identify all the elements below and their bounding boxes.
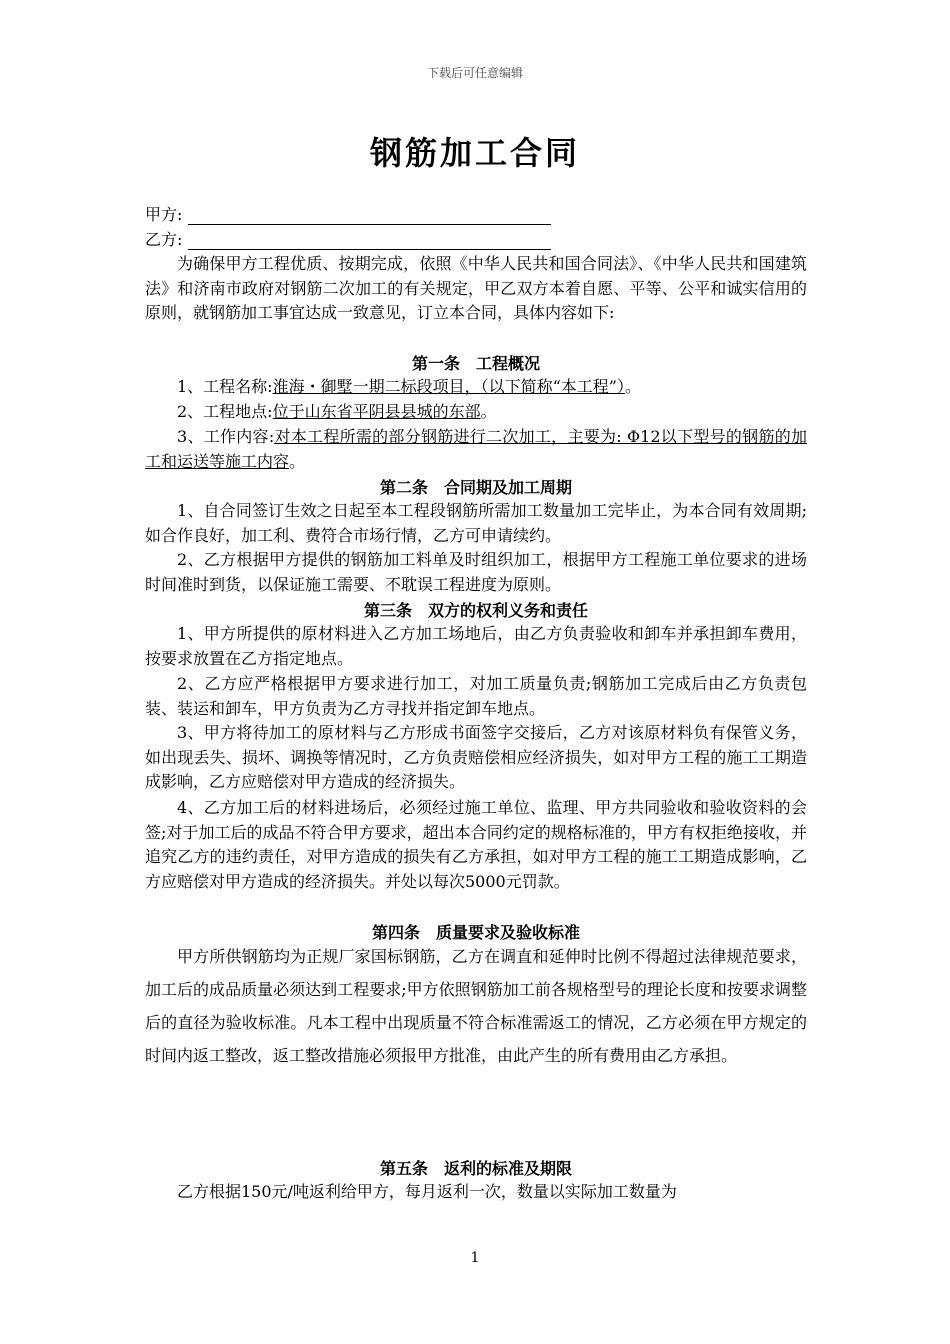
s1-item-1-value: 淮海・御墅一期二标段项目 (272, 377, 465, 396)
s1-item-3 (145, 425, 807, 474)
s5-paragraph-1: 乙方根据150元/吨返利给甲方，每月返利一次，数量以实际加工数量为 (177, 1182, 677, 1201)
section-3-title: 第三条 双方的权利义务和责任 (363, 601, 588, 620)
s3-paragraph-2: 2、乙方应严格根据甲方要求进行加工，对加工质量负责;钢筋加工完成后由乙方负责包装、装运和卸车，甲方负责为乙方寻找并指定卸车地点。 (145, 674, 807, 718)
s1-item-1 (145, 375, 807, 400)
s3-paragraph-1: 1、甲方所提供的原材料进入乙方加工场地后，由乙方负责验收和卸车并承担卸车费用，按要求放置在乙方指定地点。 (145, 624, 807, 668)
s3-paragraph-3: 3、甲方将待加工的原材料与乙方形成书面签字交接后，乙方对该原材料负有保管义务，如出现丢失、损坏、调换等情况时，乙方负责赔偿相应经济损失，如对甲方工程的施工工期造成影响，乙方应赔偿对甲方造成的经济损失。 (145, 723, 807, 791)
page-header: 下载后可任意编辑 (426, 66, 523, 80)
party-a-label: 甲方: (145, 205, 183, 224)
party-a-blank (188, 206, 551, 225)
s2-paragraph-1: 1、自合同签订生效之日起至本工程段钢筋所需加工数量加工完毕止，为本合同有效周期;如合作良好，加工利、费符合市场行情，乙方可申请续约。 (145, 501, 807, 545)
s1-item-2-end: 。 (480, 402, 497, 421)
party-a-line (145, 202, 807, 225)
s4-paragraph-1: 甲方所供钢筋均为正规厂家国标钢筋，乙方在调直和延伸时比例不得超过法律规范要求，加工后的成品质量必须达到工程要求;甲方依照钢筋加工前各规格型号的理论长度和按要求调整后的直径为验收标准。凡本工程中出现质量不符合标准需返工的情况，乙方必须在甲方规定的时间内返工整改，返工整改措施必须报甲方批准，由此产生的所有费用由乙方承担。 (145, 947, 807, 1065)
page-number: 1 (470, 1250, 480, 1266)
party-b-line (145, 227, 807, 250)
party-b-label: 乙方: (145, 230, 183, 249)
section-1-title: 第一条 工程概况 (411, 354, 540, 373)
s1-item-1-label: 1、工程名称: (177, 377, 273, 396)
s3-paragraph-4: 4、乙方加工后的材料进场后，必须经过施工单位、监理、甲方共同验收和验收资料的会签;对于加工后的成品不符合甲方要求，超出本合同约定的规格标准的，甲方有权拒绝接收，并追究乙方的违约责任，对甲方造成的损失有乙方承担，如对甲方工程的施工工期造成影响，乙方应赔偿对甲方造成的经济损失。并处以每次5000元罚款。 (145, 798, 807, 891)
section-5-title: 第五条 返利的标准及期限 (379, 1159, 572, 1178)
s1-item-2 (145, 400, 807, 425)
intro-paragraph: 为确保甲方工程优质、按期完成，依照《中华人民共和国合同法》、《中华人民共和国建筑法》和济南市政府对钢筋二次加工的有关规定，甲乙双方本着自愿、平等、公平和诚实信用的原则，就钢筋加工事宜达成一致意见，订立本合同，具体内容如下: (145, 254, 807, 322)
section-4-title: 第四条 质量要求及验收标准 (371, 923, 580, 942)
s1-item-1-suffix: ，（以下简称“本工程”） (464, 377, 625, 396)
section-2-title: 第二条 合同期及加工周期 (379, 478, 572, 497)
s1-item-1-end: 。 (624, 377, 641, 396)
s1-item-3-value: 对本工程所需的部分钢筋进行二次加工，主要为: Φ12以下型号的钢筋的加工和运送等施工内容 (145, 427, 807, 471)
s1-item-2-value: 位于山东省平阴县县城的东部 (272, 402, 481, 421)
document-title: 钢筋加工合同 (369, 134, 580, 172)
s1-item-2-label: 2、工程地点: (177, 402, 273, 421)
party-b-blank (188, 231, 551, 250)
s1-item-3-end: 。 (289, 451, 306, 471)
s1-item-3-label: 3、工作内容: (177, 427, 275, 446)
s2-paragraph-2: 2、乙方根据甲方提供的钢筋加工料单及时组织加工，根据甲方工程施工单位要求的进场时间准时到货，以保证施工需要、不耽误工程进度为原则。 (145, 550, 807, 594)
